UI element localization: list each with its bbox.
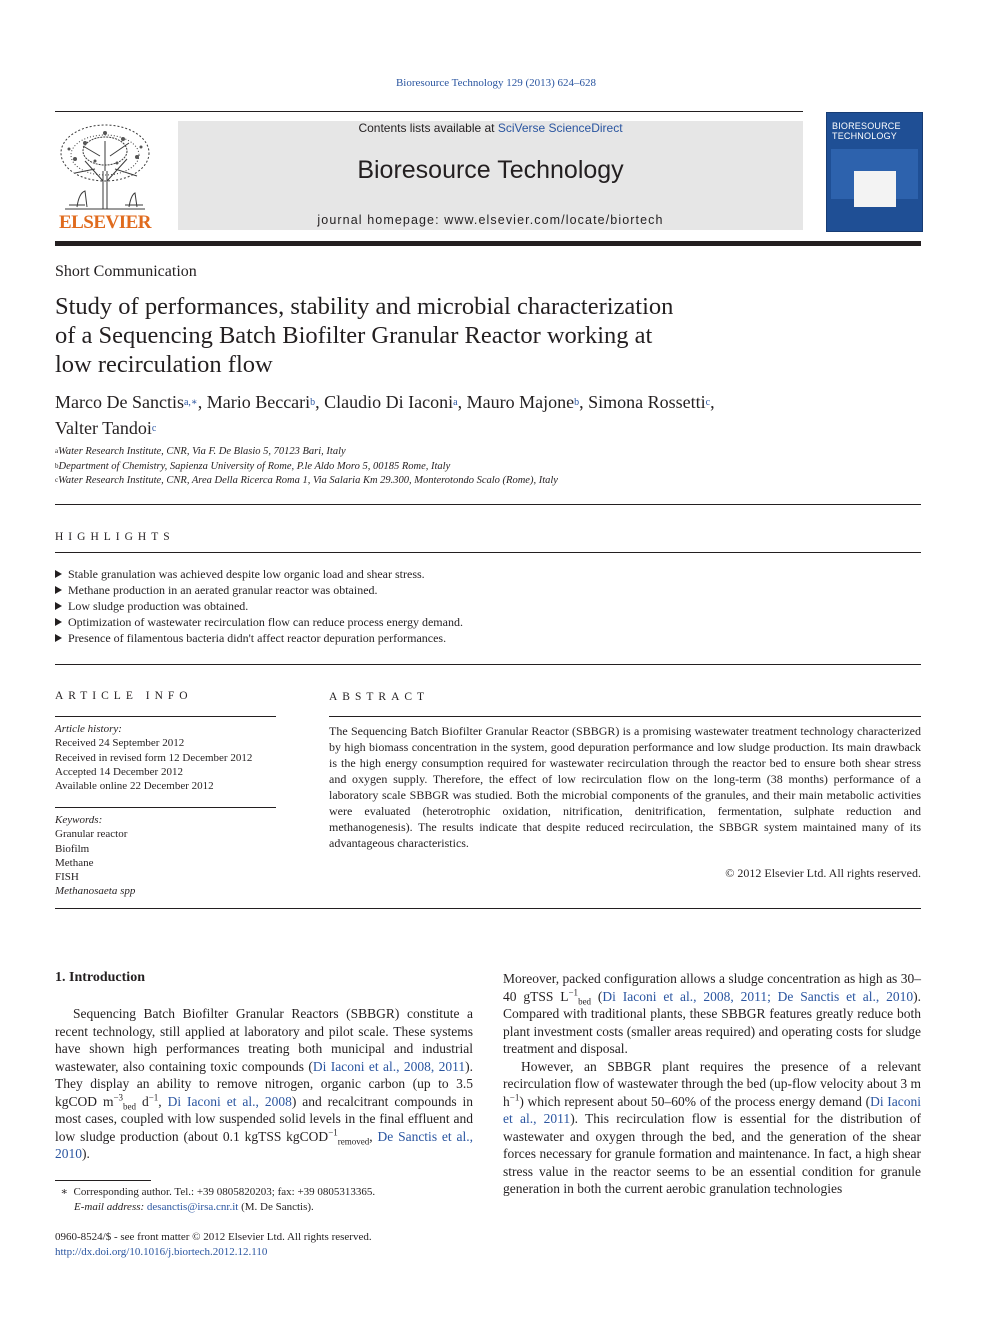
affiliations bbox=[55, 445, 855, 489]
affiliation-label: a bbox=[55, 447, 59, 455]
body-text: ). They display an ability to remove nitrogen, organic carbon (up to 3.5 kgCOD m bbox=[55, 1058, 473, 1109]
author-name[interactable]: Valter Tandoi bbox=[55, 418, 152, 438]
doi-link[interactable]: http://dx.doi.org/10.1016/j.biortech.2012.12.110 bbox=[55, 1246, 268, 1258]
body-text: d bbox=[136, 1093, 149, 1109]
author-sep: , bbox=[579, 392, 589, 412]
keyword-item: FISH bbox=[55, 871, 79, 884]
author-sep: , bbox=[197, 392, 207, 412]
elsevier-wordmark: ELSEVIER bbox=[58, 212, 152, 233]
unit-subscript: removed bbox=[337, 1136, 370, 1147]
history-item: Received in revised form 12 December 2012 bbox=[55, 751, 253, 764]
journal-homepage[interactable]: journal homepage: www.elsevier.com/locate/biortech bbox=[317, 213, 664, 227]
affiliation-item bbox=[55, 445, 855, 460]
contents-availability bbox=[178, 121, 803, 135]
highlight-item bbox=[55, 614, 463, 630]
history-item: Accepted 14 December 2012 bbox=[55, 765, 183, 778]
body-text: ). This recirculation flow is essential for the distribution of wastewater and oxygen through the bed, and the generation of the shear forces necessary for granule formation and maintenance. In fact, a high shear stress value in the reactor seems to be an essential condition for granule generation in both the current aerobic granulation technologies bbox=[503, 1111, 922, 1196]
keyword-item: Biofilm bbox=[55, 842, 90, 855]
corresponding-author-footnote bbox=[55, 1185, 475, 1215]
highlight-text: Stable granulation was achieved despite low organic load and shear stress. bbox=[68, 567, 425, 581]
abstract-heading: ABSTRACT bbox=[329, 691, 430, 703]
author-name[interactable]: Claudio Di Iaconi bbox=[324, 392, 454, 412]
section-rule bbox=[55, 552, 921, 553]
header-thick-rule bbox=[55, 241, 921, 246]
body-text: Moreover, packed configuration allows a sludge concentration as high as 30–40 gTSS L bbox=[503, 971, 921, 1004]
affiliation-item bbox=[55, 460, 855, 475]
body-text: ( bbox=[591, 988, 603, 1004]
section-rule bbox=[55, 716, 276, 717]
journal-cover-thumbnail bbox=[826, 112, 923, 232]
citation-link[interactable]: Di Iaconi et al., 2008, 2011 bbox=[312, 1058, 466, 1074]
footnote-rule bbox=[55, 1180, 151, 1181]
abstract-copyright: © 2012 Elsevier Ltd. All rights reserved. bbox=[725, 866, 921, 880]
body-column-right bbox=[503, 970, 921, 1198]
abstract-text: The Sequencing Batch Biofilter Granular Reactor (SBBGR) is a promising wastewater treatment technology characterized by high biomass concentration in the system, good depuration performance and low sludge production. Its main drawback is the high energy consumption required for wastewater recirculation through the reactor bed to ensure both shear stress and oxygen supply. Therefore, the effect of low recirculation flow on the long-term (38 months) performance of a laboratory scale SBBGR was studied. Both the microbial components of the granules, and their main metabolic activities were evaluated (heterotrophic oxidation, nitrification, denitrification, fermentation, sulphate reduction and methanogenesis). The results indicate that despite reduced recirculation, the SBBGR system maintained many of its advantageous characteristics. bbox=[329, 724, 921, 850]
history-item: Available online 22 December 2012 bbox=[55, 780, 214, 793]
author-sep: , bbox=[710, 392, 715, 412]
title-line: low recirculation flow bbox=[55, 351, 273, 378]
footnote-star: ∗ bbox=[60, 1186, 68, 1198]
affiliation-label: b bbox=[55, 461, 59, 470]
intro-paragraph bbox=[55, 1005, 473, 1163]
author-affil-sup[interactable]: a,∗ bbox=[183, 397, 198, 408]
citation-link[interactable]: De Sanctis et al., 2010 bbox=[55, 1128, 473, 1161]
author-list bbox=[55, 391, 875, 443]
citation-link[interactable]: Di Iaconi et al., 2008, 2011; De Sanctis et al., 2010 bbox=[602, 988, 914, 1004]
unit-subscript: bed bbox=[578, 996, 592, 1007]
triangle-bullet-icon bbox=[55, 634, 62, 642]
cover-image bbox=[854, 171, 896, 207]
intro-paragraph bbox=[503, 1058, 921, 1198]
issn-line: 0960-8524/$ - see front matter © 2012 Elsevier Ltd. All rights reserved. bbox=[55, 1231, 372, 1243]
body-text: ) and recalcitrant compounds in most cases, coupled with low suspended solid levels in the final effluent and low sludge production (about 0.1 kgTSS kgCOD bbox=[55, 1093, 474, 1144]
title-line: of a Sequencing Batch Biofilter Granular Reactor working at bbox=[55, 322, 653, 349]
affiliation-text: Water Research Institute, CNR, Via F. De Blasio 5, 70123 Bari, Italy bbox=[58, 446, 346, 457]
section-rule bbox=[55, 807, 276, 808]
author-affil-sup[interactable]: c bbox=[705, 397, 711, 408]
author-email-link[interactable]: desanctis@irsa.cnr.it bbox=[146, 1201, 239, 1213]
author-sep: , bbox=[457, 392, 467, 412]
keyword-item: Methanosaeta spp bbox=[55, 885, 136, 898]
author-name[interactable]: Mario Beccari bbox=[206, 392, 311, 412]
body-text: ). Compared with traditional plants, these SBBGR features greatly reduce both plant investment costs (smaller areas required) and operating costs for sludge treatment and disposal. bbox=[503, 988, 921, 1056]
email-label: E-mail address: bbox=[74, 1201, 145, 1213]
triangle-bullet-icon bbox=[55, 586, 62, 594]
author-affil-sup[interactable]: a bbox=[453, 397, 458, 408]
highlight-text: Presence of filamentous bacteria didn't affect reactor depuration performances. bbox=[68, 631, 447, 645]
author-name[interactable]: Simona Rossetti bbox=[588, 392, 706, 412]
sciencedirect-link[interactable]: SciVerse ScienceDirect bbox=[497, 121, 623, 135]
section-rule bbox=[55, 908, 921, 909]
article-type: Short Communication bbox=[55, 263, 197, 280]
page-footer bbox=[55, 1230, 475, 1260]
highlight-text: Optimization of wastewater recirculation flow can reduce process energy demand. bbox=[68, 615, 463, 629]
contents-prefix: Contents lists available at bbox=[358, 121, 498, 135]
footnote-line bbox=[55, 1200, 475, 1215]
unit-superscript: −3 bbox=[113, 1092, 124, 1102]
footnote-text: (M. De Sanctis). bbox=[238, 1201, 314, 1213]
unit-subscript: bed bbox=[123, 1101, 137, 1112]
history-label: Article history: bbox=[55, 723, 122, 735]
author-sep: , bbox=[315, 392, 325, 412]
article-info-heading: ARTICLE INFO bbox=[55, 690, 193, 702]
body-text: ) which represent about 50–60% of the process energy demand ( bbox=[519, 1093, 871, 1109]
header-rule bbox=[55, 111, 803, 112]
section-rule bbox=[329, 716, 921, 717]
keyword-item: Granular reactor bbox=[55, 828, 128, 841]
title-line: Study of performances, stability and microbial characterization bbox=[55, 293, 674, 320]
triangle-bullet-icon bbox=[55, 602, 62, 610]
highlight-item bbox=[55, 598, 463, 614]
cover-title: BIORESOURCE TECHNOLOGY bbox=[832, 121, 901, 141]
body-text: , bbox=[369, 1128, 378, 1144]
affiliation-text: Department of Chemistry, Sapienza University of Rome, P.le Aldo Moro 5, 00185 Rome, Italy bbox=[58, 460, 451, 472]
highlight-item bbox=[55, 566, 463, 582]
journal-title: Bioresource Technology bbox=[357, 156, 624, 184]
history-item: Received 24 September 2012 bbox=[55, 737, 185, 750]
author-affil-sup[interactable]: b bbox=[574, 397, 580, 408]
highlight-item bbox=[55, 630, 463, 646]
keywords-label: Keywords: bbox=[55, 814, 103, 826]
affiliation-label: c bbox=[55, 476, 59, 484]
author-name[interactable]: Marco De Sanctis bbox=[55, 392, 184, 412]
triangle-bullet-icon bbox=[55, 570, 62, 578]
body-text: However, an SBBGR plant requires the presence of a relevant recirculation flow of wastewater through the bed (up-flow velocity about 3 m h bbox=[503, 1058, 921, 1109]
affiliation-text: Water Research Institute, CNR, Area Della Ricerca Roma 1, Via Salaria Km 29.300, Monterotondo Scalo (Rome), Italy bbox=[58, 475, 558, 486]
footnote-line bbox=[55, 1185, 475, 1200]
article-history bbox=[55, 722, 252, 793]
triangle-bullet-icon bbox=[55, 618, 62, 626]
highlights-list bbox=[55, 566, 463, 646]
highlight-item bbox=[55, 582, 463, 598]
journal-masthead bbox=[178, 121, 803, 230]
body-text: , bbox=[158, 1093, 168, 1109]
citation-link[interactable]: Di Iaconi et al., 2011 bbox=[503, 1093, 921, 1126]
footnote-text: Corresponding author. Tel.: +39 0805820203; fax: +39 0805313365. bbox=[73, 1186, 376, 1198]
highlight-text: Methane production in an aerated granular reactor was obtained. bbox=[68, 583, 378, 597]
article-title bbox=[55, 292, 755, 379]
unit-superscript: −1 bbox=[509, 1092, 520, 1102]
section-rule bbox=[55, 504, 921, 505]
highlights-heading: HIGHLIGHTS bbox=[55, 531, 175, 543]
section-heading-introduction: 1. Introduction bbox=[55, 970, 145, 985]
author-affil-sup[interactable]: b bbox=[310, 397, 316, 408]
highlight-text: Low sludge production was obtained. bbox=[68, 599, 249, 613]
journal-citation[interactable]: Bioresource Technology 129 (2013) 624–628 bbox=[395, 77, 597, 89]
unit-superscript: −1 bbox=[148, 1092, 159, 1102]
unit-superscript: −1 bbox=[568, 987, 579, 997]
affiliation-item bbox=[55, 474, 855, 489]
body-text: ). bbox=[82, 1146, 90, 1161]
author-name[interactable]: Mauro Majone bbox=[466, 392, 575, 412]
body-column-left bbox=[55, 1005, 473, 1163]
body-text: Sequencing Batch Biofilter Granular Reactors (SBBGR) constitute a recent technology, still applied at laboratory and pilot scale. These systems have shown high performances treating both municipal and industrial wastewater, also containing toxic compounds ( bbox=[55, 1006, 473, 1074]
citation-link[interactable]: Di Iaconi et al., 2008 bbox=[167, 1093, 292, 1109]
author-affil-sup[interactable]: c bbox=[151, 423, 157, 434]
keyword-item: Methane bbox=[55, 856, 94, 869]
intro-paragraph bbox=[503, 970, 921, 1058]
keywords bbox=[55, 813, 135, 899]
section-rule bbox=[55, 664, 921, 665]
unit-superscript: −1 bbox=[328, 1127, 338, 1137]
